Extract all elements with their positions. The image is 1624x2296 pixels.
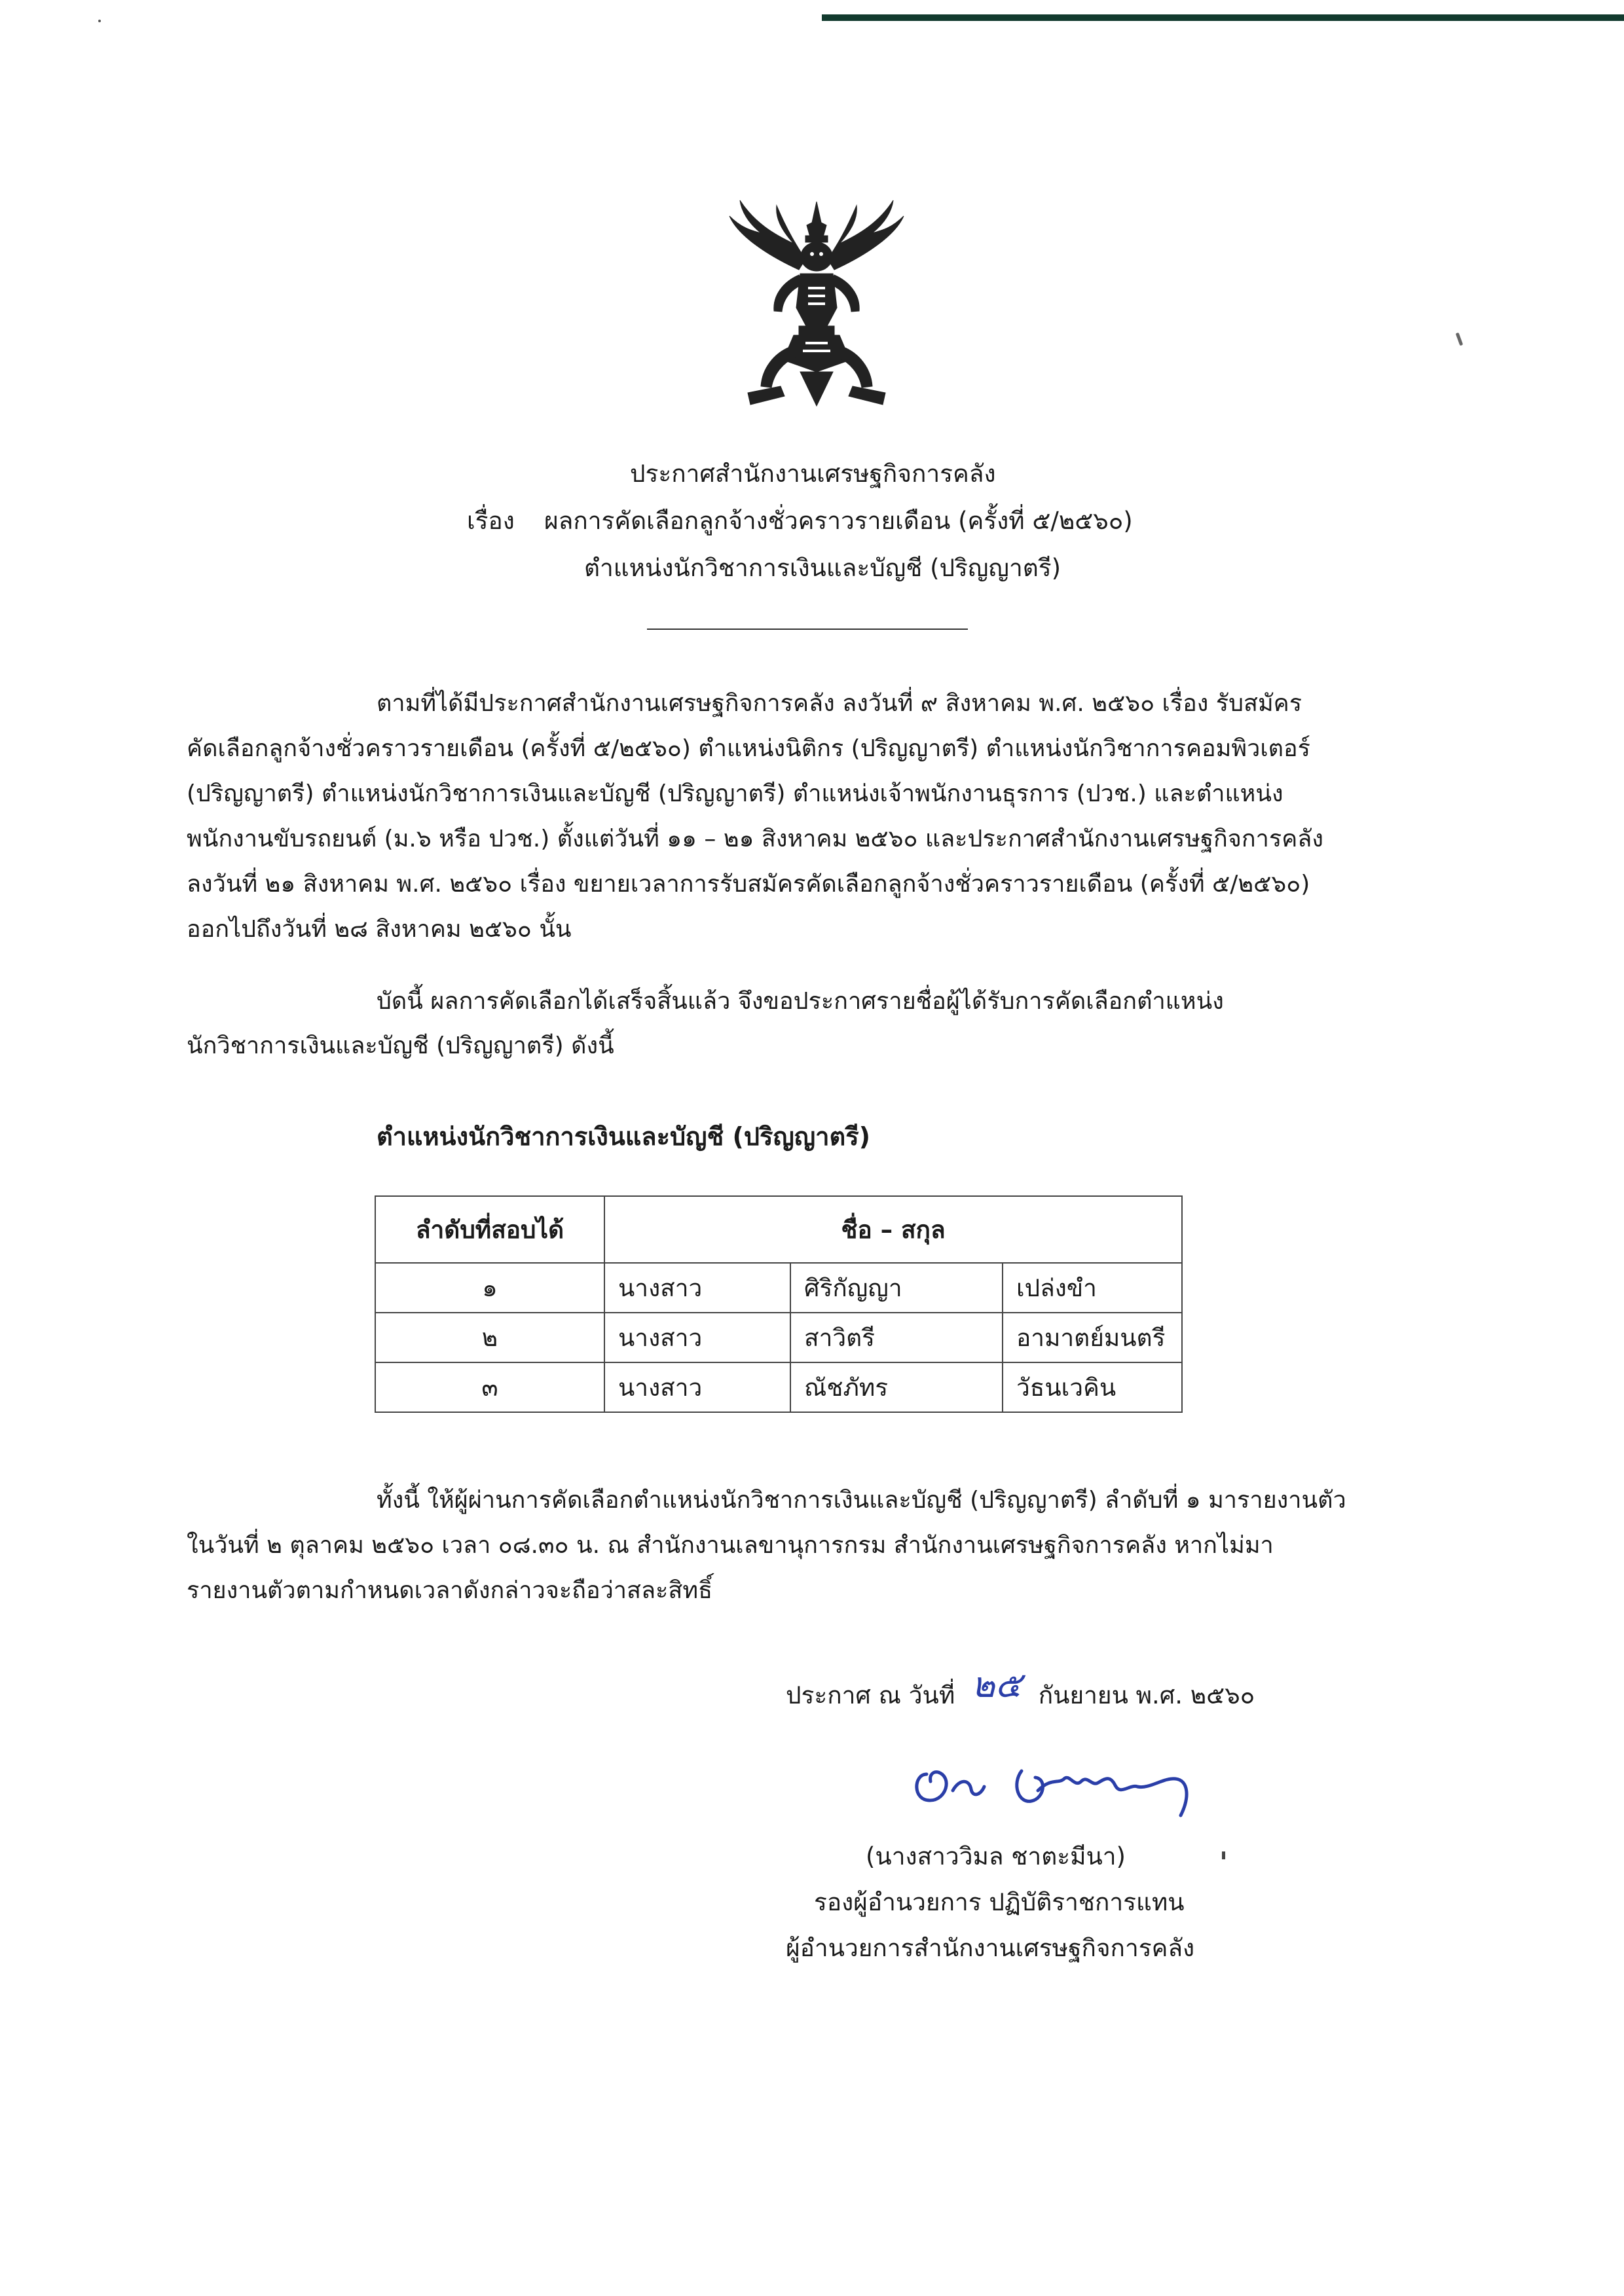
header-name: ชื่อ – สกุล (604, 1196, 1182, 1263)
cell-first-name: สาวิตรี (790, 1313, 1003, 1362)
announcement-title: ประกาศสำนักงานเศรษฐกิจการคลัง (630, 460, 996, 488)
cell-last-name: อามาตย์มนตรี (1003, 1313, 1182, 1362)
paragraph1-line: พนักงานขับรถยนต์ (ม.๖ หรือ ปวช.) ตั้งแต่วันที่ ๑๑ – ๒๑ สิงหาคม ๒๕๖๐ และประกาศสำนักงานเศรษฐกิจการคลัง (187, 826, 1323, 852)
signatory-position: รองผู้อำนวยการ ปฏิบัติราชการแทน (814, 1888, 1185, 1916)
subject-text: ผลการคัดเลือกลูกจ้างชั่วคราวรายเดือน (ครั้งที่ ๕/๒๕๖๐) (544, 507, 1133, 535)
date-month-year: กันยายน พ.ศ. ๒๕๖๐ (1038, 1681, 1255, 1709)
signatory-name: (นางสาววิมล ชาตะมีนา) (866, 1842, 1126, 1870)
table-row (375, 1362, 1182, 1412)
announcement-subject (467, 501, 1133, 540)
cell-title: นางสาว (604, 1263, 790, 1313)
paragraph1-line: ออกไปถึงวันที่ ๒๘ สิงหาคม ๒๕๖๐ นั้น (187, 916, 572, 943)
announcement-date (786, 1663, 1255, 1719)
table-heading: ตำแหน่งนักวิชาการเงินและบัญชี (ปริญญาตรี) (377, 1122, 870, 1151)
cell-title: นางสาว (604, 1313, 790, 1362)
paragraph2-line: บัดนี้ ผลการคัดเลือกได้เสร็จสิ้นแล้ว จึงขอประกาศรายชื่อผู้ได้รับการคัดเลือกตำแหน่ง (377, 988, 1224, 1015)
garuda-emblem-icon (722, 196, 912, 409)
cell-first-name: ณัชภัทร (790, 1362, 1003, 1412)
table-row (375, 1263, 1182, 1313)
cell-title: นางสาว (604, 1362, 790, 1412)
title-underline (647, 629, 968, 630)
scan-mark (1222, 1851, 1225, 1859)
results-table (375, 1195, 1183, 1413)
paragraph1-line: คัดเลือกลูกจ้างชั่วคราวรายเดือน (ครั้งที่ ๕/๒๕๖๐) ตำแหน่งนิติกร (ปริญญาตรี) ตำแหน่งนักวิชาการคอมพิวเตอร์ (187, 735, 1310, 762)
table-row (375, 1313, 1182, 1362)
header-rank: ลำดับที่สอบได้ (375, 1196, 604, 1263)
date-prefix: ประกาศ ณ วันที่ (786, 1681, 955, 1709)
signature-icon (907, 1738, 1221, 1823)
subject-label: เรื่อง (467, 507, 515, 535)
top-border-bar (822, 14, 1624, 21)
cell-rank: ๑ (375, 1263, 604, 1313)
signatory-position-full: ผู้อำนวยการสำนักงานเศรษฐกิจการคลัง (786, 1934, 1195, 1962)
cell-rank: ๓ (375, 1362, 604, 1412)
paragraph1-line: (ปริญญาตรี) ตำแหน่งนักวิชาการเงินและบัญชี (ปริญญาตรี) ตำแหน่งเจ้าพนักงานธุรการ (ปวช.) และตำแหน่ง (187, 780, 1283, 807)
announcement-position: ตำแหน่งนักวิชาการเงินและบัญชี (ปริญญาตรี) (584, 554, 1061, 582)
cell-rank: ๒ (375, 1313, 604, 1362)
cell-first-name: ศิริกัญญา (790, 1263, 1003, 1313)
paragraph1-line: ลงวันที่ ๒๑ สิงหาคม พ.ศ. ๒๕๖๐ เรื่อง ขยายเวลาการรับสมัครคัดเลือกลูกจ้างชั่วคราวรายเดือน (ครั้งที่ ๕/๒๕๖๐) (187, 871, 1310, 898)
scan-mark (98, 20, 101, 22)
paragraph3-line: ในวันที่ ๒ ตุลาคม ๒๕๖๐ เวลา ๐๘.๓๐ น. ณ สำนักงานเลขานุการกรม สำนักงานเศรษฐกิจการคลัง หากไม่มา (187, 1532, 1274, 1559)
paragraph1-line: ตามที่ได้มีประกาศสำนักงานเศรษฐกิจการคลัง ลงวันที่ ๙ สิงหาคม พ.ศ. ๒๕๖๐ เรื่อง รับสมัคร (377, 690, 1302, 717)
scan-speck (1456, 333, 1464, 346)
cell-last-name: เปล่งขำ (1003, 1263, 1182, 1313)
table-header-row (375, 1196, 1182, 1263)
paragraph3-line: ทั้งนี้ ให้ผู้ผ่านการคัดเลือกตำแหน่งนักวิชาการเงินและบัญชี (ปริญญาตรี) ลำดับที่ ๑ มารายงานตัว (377, 1487, 1346, 1514)
handwritten-day: ๒๕ (971, 1664, 1022, 1705)
paragraph3-line: รายงานตัวตามกำหนดเวลาดังกล่าวจะถือว่าสละสิทธิ์ (187, 1577, 713, 1604)
cell-last-name: วัธนเวคิน (1003, 1362, 1182, 1412)
paragraph2-line: นักวิชาการเงินและบัญชี (ปริญญาตรี) ดังนี้ (187, 1032, 614, 1059)
